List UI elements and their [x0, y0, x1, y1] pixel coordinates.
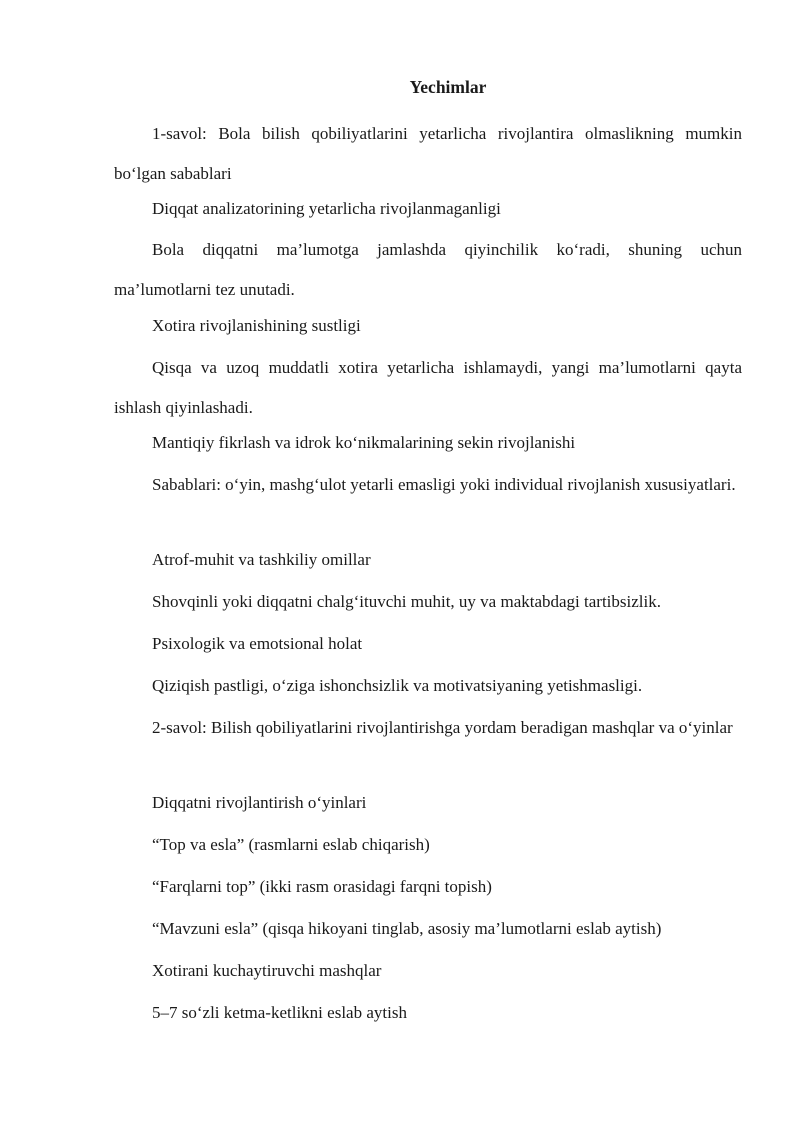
paragraph-environment-heading: Atrof-muhit va tashkiliy omillar: [152, 550, 371, 569]
paragraph-question-2: 2-savol: Bilish qobiliyatlarini rivojlantirishga yordam beradigan mashqlar va o‘yinlar: [152, 718, 733, 737]
paragraph-psychology-text: Qiziqish pastligi, o‘ziga ishonchsizlik va motivatsiyaning yetishmasligi.: [152, 676, 643, 695]
paragraph-logic-heading: Mantiqiy fikrlash va idrok ko‘nikmalarining sekin rivojlanishi: [152, 433, 576, 452]
paragraph-game-1: “Top va esla” (rasmlarni eslab chiqarish): [152, 835, 430, 854]
paragraph-question-1: 1-savol: Bola bilish qobiliyatlarini yetarlicha rivojlantira olmaslikning mumkin bo‘lgan sabablari: [114, 124, 742, 183]
paragraph-logic-text: Sabablari: o‘yin, mashg‘ulot yetarli emasligi yoki individual rivojlanish xususiyatlari.: [152, 475, 736, 494]
page-title: Yechimlar: [409, 77, 487, 97]
paragraph-environment-text: Shovqinli yoki diqqatni chalg‘ituvchi muhit, uy va maktabdagi tartibsizlik.: [152, 592, 661, 611]
paragraph-psychology-heading: Psixologik va emotsional holat: [152, 634, 363, 653]
paragraph-attention-heading: Diqqat analizatorining yetarlicha rivojlanmaganligi: [152, 199, 501, 218]
paragraph-game-2: “Farqlarni top” (ikki rasm orasidagi farqni topish): [152, 877, 492, 896]
paragraph-game-3: “Mavzuni esla” (qisqa hikoyani tinglab, asosiy ma’lumotlarni eslab aytish): [152, 919, 662, 938]
paragraph-memory-heading: Xotira rivojlanishining sustligi: [152, 316, 361, 335]
paragraph-attention-text: Bola diqqatni ma’lumotga jamlashda qiyinchilik ko‘radi, shuning uchun ma’lumotlarni tez unutadi.: [114, 240, 742, 299]
paragraph-exercise-1: 5–7 so‘zli ketma-ketlikni eslab aytish: [152, 1003, 407, 1022]
paragraph-memory-text: Qisqa va uzoq muddatli xotira yetarlicha ishlamaydi, yangi ma’lumotlarni qayta ishlash qiyinlashadi.: [114, 358, 742, 417]
paragraph-memory-exercises-heading: Xotirani kuchaytiruvchi mashqlar: [152, 961, 382, 980]
paragraph-attention-games-heading: Diqqatni rivojlantirish o‘yinlari: [152, 793, 367, 812]
